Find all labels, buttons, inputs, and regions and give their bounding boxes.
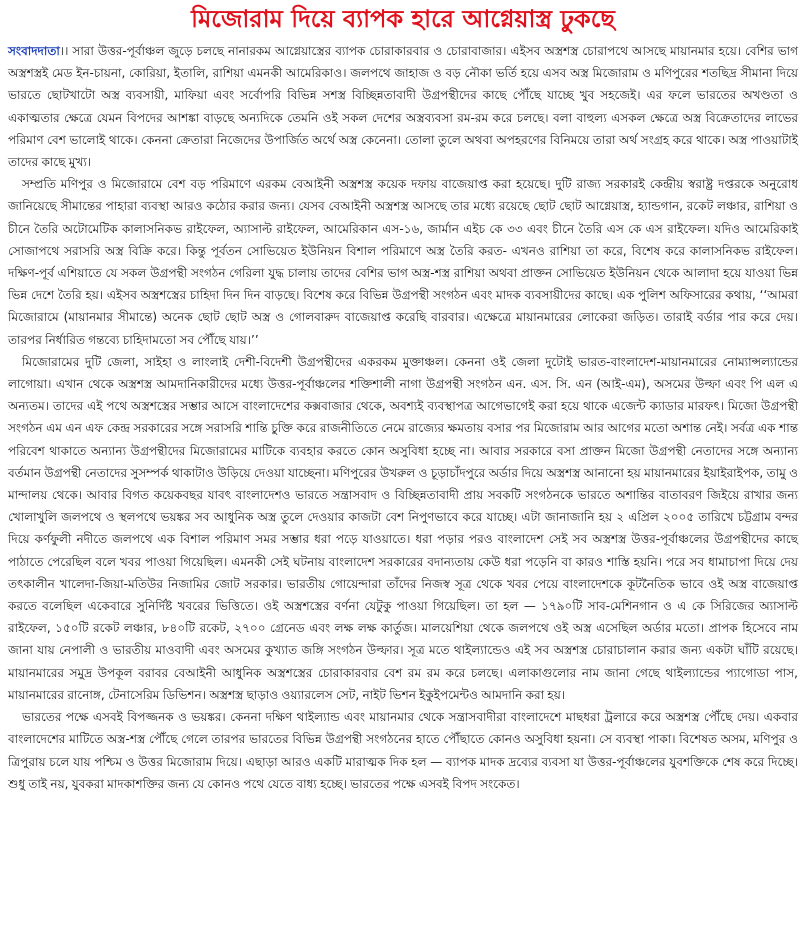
paragraph-1-text: ।। সারা উত্তর-পূর্বাঞ্চল জুড়ে চলছে নানারকম আগ্নেয়াস্ত্রের ব্যাপক চোরাকারবার ও চোরাবাজার। এইসব অস্ত্রশস্ত্র চোরাপথে আসছে মায়ানমার হয়ে। বেশির ভাগ অস্ত্রশস্ত্রই মেড ইন-চায়না, কোরিয়া, ইতালি, রাশিয়া এমনকী আমেরিকাও। জলপথে জাহাজ ও বড় নৌকা ভর্তি হয়ে এসব অস্ত্র মিজোরাম ও মণিপুরের শতছিদ্র সীমানা দিয়ে ভারতে ছোটখাটো অস্ত্র ব্যবসায়ী, মাফিয়া এবং সর্বোপরি বিভিন্ন সশস্ত্র বিচ্ছিন্নতাবাদী উগ্রপন্থীদের কাছে পৌঁছে যাচ্ছে খুব সহজেই। এর ফলে ভারতের অখণ্ডতা ও একাত্মতার ক্ষেত্রে যেমন বিপদের আশঙ্কা বাড়ছে অন্যদিকে তেমনি ওই সকল দেশের অস্ত্রব্যবসা রম-রম করে চলছে। বলা বাহুল্য এসকল ক্ষেত্রে অস্ত্র বিক্রেতাদের লাভের পরিমাণ বেশ ভালোই থাকে। কেননা ক্রেতারা নিজেদের উপার্জিত অর্থে অস্ত্র কেনেনা। তোলা তুলে অথবা অপহরণের বিনিময়ে তারা অর্থ সংগ্রহ করে থাকে। অস্ত্র পাওয়াটাই তাদের কাছে মুখ্য। — [8, 44, 798, 170]
article-paragraph-1 — [8, 40, 798, 173]
article-body — [8, 40, 798, 795]
article-paragraph-3: মিজোরামের দুটি জেলা, সাইহা ও লাংলাই দেশী-বিদেশী উগ্রপন্থীদের একরকম মুক্তাঞ্চল। কেননা ওই জেলা দুটোই ভারত-বাংলাদেশ-মায়ানমারের নোম্যান্সল্যান্ডের লাগোয়া। এখান থেকে অস্ত্রশস্ত্র আমদানিকারীদের মধ্যে উত্তর-পূর্বাঞ্চলের শক্তিশালী নাগা উগ্রপন্থী সংগঠন এন. এস. সি. এন (আই-এম), অসমের উল্ফা এবং পি এল এ অন্যতম। তাদের এই পথে অস্ত্রশস্ত্রের সম্ভার আসে বাংলাদেশের কক্সবাজার থেকে, অবশ্যই ব্যবস্থাপত্র আগেভাগেই করা হয়ে থাকে এজেন্ট ক্যাডার মারফৎ। মিজো উগ্রপন্থী সংগঠন এম এন এফ কেন্দ্র সরকারের সঙ্গে সরাসরি শান্তি চুক্তি করে রাজনীতিতে নেমে রাজ্যের ক্ষমতায় বসার পর মিজোরাম আর আগের মতো অশান্ত নেই। সর্বত্র এক শান্ত পরিবেশ থাকাতে অন্যান্য উগ্রপন্থীদের মিজোরামের মাটিকে ব্যবহার করতে কোন অসুবিধা হচ্ছে না। আবার সরকারে বসা প্রাক্তন মিজো উগ্রপন্থী নেতাদের সঙ্গে অন্যান্য বর্তমান উগ্রপন্থী নেতাদের সুসম্পর্ক থাকাটাও উড়িয়ে দেওয়া যাচ্ছেনা। মণিপুরের উখরুল ও চূড়াচাঁদপুরে অর্ডার দিয়ে অস্ত্রশস্ত্র আনানো হয় মায়ানমারের ইয়াইরাইপক, তামু ও মান্দালয় থেকে। আবার বিগত কয়েকবছর যাবৎ বাংলাদেশও ভারতে সন্ত্রাসবাদ ও বিচ্ছিন্নতাবাদী প্রায় সবকটি সংগঠনকে ভারতে অশান্তির বাতাবরণ জিইয়ে রাখার জন্য খোলাখুলি জলপথে ও স্থলপথে ভয়ঙ্কর সব আধুনিক অস্ত্র তুলে দেওয়ার কাজটা বেশ নিপুণভাবে করে যাচ্ছে। এটা জানাজানি হয় ২ এপ্রিল ২০০৫ তারিখে চট্টগ্রাম বন্দর দিয়ে কর্ণফুলী নদীতে জলপথে এক বিশাল পরিমাণ সমর সম্ভার ধরা পড়ে যাওয়াতে। ধরা পড়ার পরও বাংলাদেশ সেই সব অস্ত্রশস্ত্র উত্তর-পূর্বাঞ্চলের উগ্রপন্থীদের কাছে পাঠাতে পেরেছিল বলে খবর পাওয়া গিয়েছিল। এমনকী সেই ঘটনায় বাংলাদেশ সরকারের বদান্যতায় কেউ ধরা পড়েনি বা কারও শাস্তি হয়নি। পরে সব ধামাচাপা দিয়ে দেয় তৎকালীন খালেদা-জিয়া-মতিউর নিজামির জোট সরকার। ভারতীয় গোয়েন্দারা তাঁদের নিজস্ব সূত্র থেকে খবর পেয়ে বাংলাদেশকে কূটনৈতিক ভাবে ওই অস্ত্র বাজেয়াপ্ত করতে বলেছিল একেবারে সুনির্দিষ্ট খবরের ভিত্তিতে। ওই অস্ত্রশস্ত্রের বর্ণনা যেটুকু পাওয়া গিয়েছিল। তা হল — ১৭৯০টি সাব-মেশিনগান ও এ কে সিরিজের অ্যাসাল্ট রাইফেল, ১৫০টি রকেট লঞ্চার, ৮৪০টি রকেট, ২৭০০ গ্রেনেড এবং লক্ষ লক্ষ কার্তুজ। মালয়েশিয়া থেকে জলপথে ওই অস্ত্র এসেছিল অর্ডার মতো। প্রাপক হিসেবে নাম জানা যায় নেপালী ও ভারতীয় মাওবাদী এবং অসমের কুখ্যাত জঙ্গি সংগঠন উল্ফার। সূত্র মতে থাইল্যান্ডেও এই সব অস্ত্রশস্ত্র চোরাচালান করার জন্য একটা ঘাঁটি রয়েছে। মায়ানমারের সমুদ্র উপকূল বরাবর বেআইনী আধুনিক অস্ত্রশস্ত্রের চোরাকারবার বেশ রম রম করে চলছে। এলাকাগুলোর নাম জানা গেছে থাইল্যান্ডের প্যাগোডা পাস, মায়ানমারের রানোঙ্গ, টেনাসেরিম ডিভিশন। অস্ত্রশস্ত্র ছাড়াও ওয়্যারলেস সেট, নাইট ভিশন ইকুইপমেন্টও আমদানি করা হয়। — [8, 354, 798, 702]
article-paragraph-4: ভারতের পক্ষে এসবই বিপজ্জনক ও ভয়ঙ্কর। কেননা দক্ষিণ থাইল্যান্ড এবং মায়ানমার থেকে সন্ত্রাসবাদীরা বাংলাদেশে মাছধরা ট্রলারে করে অস্ত্রশস্ত্র পৌঁছে দেয়। একবার বাংলাদেশের মাটিতে অস্ত্র-শস্ত্র পৌঁছে গেলে তারপর ভারতের বিভিন্ন উগ্রপন্থী সংগঠনের হাতে পৌঁছাতে কোনও অসুবিধা হয়না। সে ব্যবস্থা পাকা। বিশেষত অসম, মণিপুর ও ত্রিপুরায় চলে যায় পশ্চিম ও উত্তর মিজোরাম দিয়ে। এছাড়া আরও একটি মারাত্মক দিক হল — ব্যাপক মাদক দ্রব্যের ব্যবসা যা উত্তর-পূর্বাঞ্চলের যুবশক্তিকে শেষ করে দিচ্ছে। শুধু তাই নয়, যুবকরা মাদকাশক্তির জন্য যে কোনও পথে যেতে বাধ্য হচ্ছে। ভারতের পক্ষে এসবই বিপদ সংকেত। — [8, 710, 798, 791]
byline: সংবাদদাতা — [8, 44, 60, 58]
article-paragraph-2: সম্প্রতি মণিপুর ও মিজোরামে বেশ বড় পরিমাণে এরকম বেআইনী অস্ত্রশস্ত্র কয়েক দফায় বাজেয়াপ্ত করা হয়েছে। দুটি রাজ্য সরকারই কেন্দ্রীয় স্বরাষ্ট্র দপ্তরকে অনুরোধ জানিয়েছে সীমান্তের পাহারা ব্যবস্থা আরও কঠোর করার জন্য। যেসব বেআইনী অস্ত্রশস্ত্র আসছে তার মধ্যে রয়েছে ছোট ছোট আগ্নেয়াস্ত্র, হ্যান্ডগান, রকেট লঞ্চার, রাশিয়া ও চীনে তৈরি অটোমেটিক কালাসনিকভ রাইফেল, অ্যাসাল্ট রাইফেল, আমেরিকান এস-১৬, জার্মান এইচ কে ৩৩ এবং চীনে তৈরি এস কে এস রাইফেল। যদিও আমেরিকাই সোজাপথে সরাসরি অস্ত্র বিক্রি করে। কিন্তু পূর্বতন সোভিয়েত ইউনিয়ন বিশাল পরিমাণে অস্ত্র তৈরি করত- এখনও রাশিয়া তা করে, বিশেষ করে কালাসনিকভ রাইফেল। দক্ষিণ-পূর্ব এশিয়াতে যে সকল উগ্রপন্থী সংগঠন গেরিলা যুদ্ধ চালায় তাদের বেশির ভাগ অস্ত্র-শস্ত্র রাশিয়া অথবা প্রাক্তন সোভিয়েত ইউনিয়ন থেকে আলাদা হয়ে যাওয়া ভিন্ন ভিন্ন দেশে তৈরি হয়। এইসব অস্ত্রশস্ত্রের চাহিদা দিন দিন বাড়ছে। বিশেষ করে বিভিন্ন উগ্রপন্থী সংগঠন এবং মাদক ব্যবসায়ীদের কাছে। এক পুলিশ অফিসারের কথায়, ‘‘আমরা মিজোরামে (মায়ানমার সীমান্তে) অনেক ছোট ছোট অস্ত্র ও গোলবারুদ বাজেয়াপ্ত করেছি বারবার। এক্ষেত্রে মায়ানমারের লোকেরা জড়িত। তারাই বর্ডার পার করে দেয়। তারপর নির্ধারিত গন্তব্যে চাহিদামতো সব পৌঁছে যায়।’’ — [8, 177, 798, 347]
article-headline: মিজোরাম দিয়ে ব্যাপক হারে আগ্নেয়াস্ত্র ঢুকছে — [191, 4, 615, 33]
